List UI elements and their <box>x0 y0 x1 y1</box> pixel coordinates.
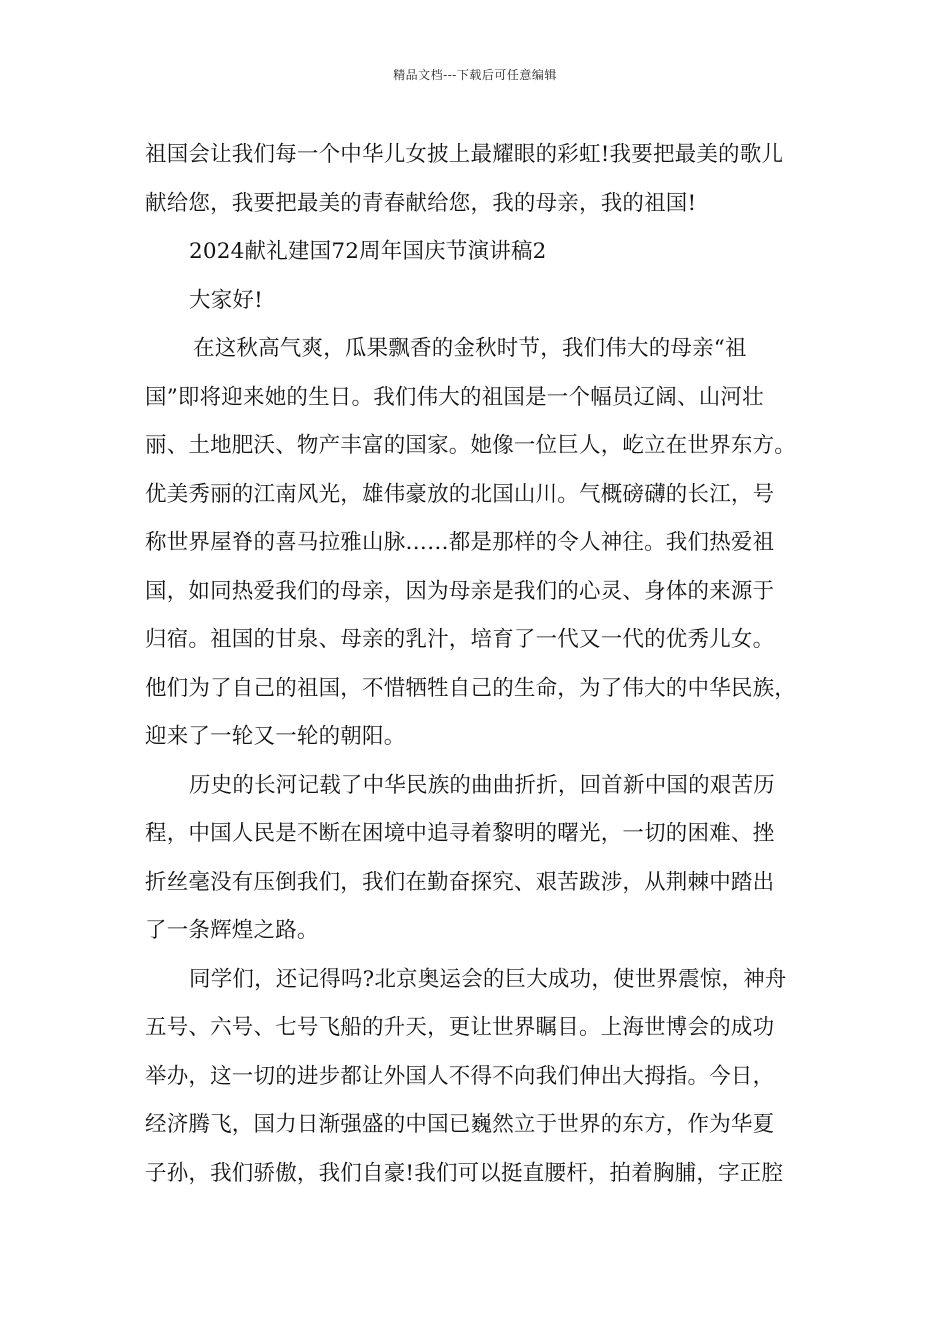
text-line: 国”即将迎来她的生日。我们伟大的祖国是一个幅员辽阔、山河壮 <box>145 384 764 410</box>
text-line: 祖国会让我们每一个中华儿女披上最耀眼的彩虹!我要把最美的歌儿 <box>145 142 784 167</box>
greeting: 大家好! <box>189 287 263 313</box>
text-line: 归宿。祖国的甘泉、母亲的乳汁，培育了一代又一代的优秀儿女。 <box>145 627 775 652</box>
text-line: 丽、土地肥沃、物产丰富的国家。她像一位巨人，屹立在世界东方。 <box>145 433 797 458</box>
text-line: 程，中国人民是不断在困境中追寻着黎明的曙光，一切的困难、挫 <box>145 821 775 846</box>
text-line: 五号、六号、七号飞船的升天，更让世界瞩目。上海世博会的成功 <box>145 1015 775 1040</box>
text-line: 经济腾飞，国力日渐强盛的中国已巍然立于世界的东方，作为华夏 <box>145 1112 775 1137</box>
text-line: 子孙，我们骄傲，我们自豪!我们可以挺直腰杆，拍着胸脯，字正腔 <box>145 1160 784 1186</box>
text-line: 迎来了一轮又一轮的朝阳。 <box>145 724 406 749</box>
text-line: 他们为了自己的祖国，不惜牺牲自己的生命，为了伟大的中华民族， <box>145 675 797 701</box>
text-line: 称世界屋脊的喜马拉雅山脉……都是那样的令人神往。我们热爱祖 <box>145 530 775 555</box>
paragraph-start: 在这秋高气爽，瓜果飘香的金秋时节，我们伟大的母亲“祖 <box>193 336 747 361</box>
document-body <box>145 131 835 1198</box>
paragraph-start: 同学们，还记得吗?北京奥运会的巨大成功，使世界震惊，神舟 <box>189 966 787 992</box>
page-header: 精品文档---下载后可任意编辑 <box>393 68 557 82</box>
text-line: 国，如同热爱我们的母亲，因为母亲是我们的心灵、身体的来源于 <box>145 578 775 604</box>
text-line: 优美秀丽的江南风光，雄伟豪放的北国山川。气概磅礴的长江，号 <box>145 481 775 507</box>
paragraph-start: 历史的长河记载了中华民族的曲曲折折，回首新中国的艰苦历 <box>189 772 775 798</box>
text-line: 举办，这一切的进步都让外国人不得不向我们伸出大拇指。今日， <box>145 1063 775 1089</box>
text-line: 了一条辉煌之路。 <box>145 918 319 943</box>
text-line: 折丝毫没有压倒我们，我们在勤奋探究、艰苦跋涉，从荆棘中踏出 <box>145 869 775 895</box>
section-title: 2024献礼建国72周年国庆节演讲稿2 <box>189 239 547 264</box>
text-line: 献给您，我要把最美的青春献给您，我的母亲，我的祖国! <box>145 190 697 216</box>
